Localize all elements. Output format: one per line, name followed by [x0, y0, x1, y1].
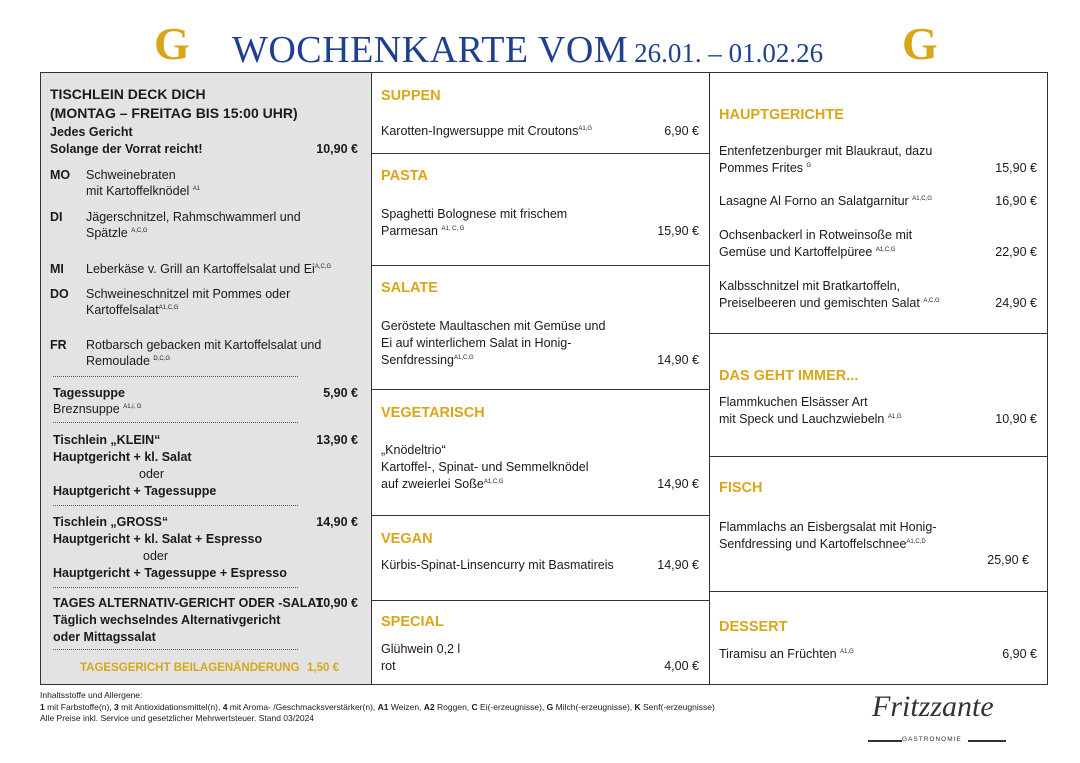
- logo-left: G: [154, 18, 190, 69]
- dish-haupt-3-line2: [719, 244, 896, 260]
- dish-haupt-4-line2: [719, 295, 940, 311]
- tagessuppe-price: 5,90 €: [323, 386, 358, 400]
- dish-price: 15,90 €: [657, 224, 699, 238]
- allergen-sup: A,C,G: [314, 263, 332, 270]
- dish-price: 24,90 €: [995, 296, 1037, 310]
- section-title: HAUPTGERICHTE: [719, 107, 844, 123]
- dish-price: 16,90 €: [995, 194, 1037, 208]
- tagesgericht-price: 10,90 €: [316, 142, 358, 156]
- dish-name: auf zweierlei Soße: [381, 477, 484, 491]
- code: A2: [423, 701, 435, 712]
- day-dish-do: Schweineschnitzel mit Pommes oder: [86, 287, 291, 301]
- dish-price: 15,90 €: [995, 161, 1037, 175]
- dish-dessert: [719, 646, 854, 662]
- dish-salat-line3: [381, 352, 474, 368]
- knife-line-right: [968, 740, 1006, 742]
- dish-price: 14,90 €: [657, 558, 699, 572]
- section-das-geht-immer: [710, 333, 1047, 457]
- dotted-divider: [53, 422, 298, 423]
- day-dish-mo: Schweinebraten: [86, 168, 176, 182]
- dotted-divider: [53, 505, 298, 506]
- allergen-sup: A,C,G: [131, 227, 148, 234]
- allergen-sup: A1,G: [578, 125, 593, 132]
- dish-price: 14,90 €: [657, 477, 699, 491]
- day-label-mi: MI: [50, 262, 64, 276]
- section-title: PASTA: [381, 168, 428, 184]
- allergen-sup: D,C,G: [153, 355, 171, 362]
- tagessuppe-item: [53, 401, 142, 417]
- dish-name: Karotten-Ingwersuppe mit Croutons: [381, 124, 579, 138]
- allergen-sup: A1,C,G: [912, 195, 932, 202]
- dish-price: 14,90 €: [657, 353, 699, 367]
- dish-name: Senfdressing: [381, 353, 454, 367]
- dish-haupt-4-line1: Kalbsschnitzel mit Bratkartoffeln,: [719, 279, 901, 293]
- tagessuppe-title: Tagessuppe: [53, 386, 126, 400]
- day-dish-fr-text: Remoulade: [86, 354, 150, 368]
- dish-price: 6,90 €: [1002, 647, 1037, 661]
- day-dish-mi: [86, 261, 331, 277]
- code: K: [634, 701, 641, 712]
- gross-oder: oder: [143, 549, 169, 563]
- allergen-sup: A1,C,D: [906, 538, 926, 545]
- dish-veg-line3: [381, 476, 504, 492]
- section-vegan: [372, 515, 709, 601]
- allergen-sup: A,C,G: [923, 297, 940, 304]
- section-title: FISCH: [719, 480, 763, 496]
- day-dish-do-text: Kartoffelsalat: [86, 303, 159, 317]
- code-text: Ei(-erzeugnisse),: [477, 701, 547, 712]
- section-title: SALATE: [381, 280, 438, 296]
- tischlein-column: [40, 72, 372, 685]
- dish-price: 25,90 €: [987, 553, 1029, 567]
- section-title: VEGAN: [381, 531, 433, 547]
- dish-pasta-line1: Spaghetti Bolognese mit frischem: [381, 207, 568, 221]
- dish-special-line2: rot: [381, 659, 396, 673]
- tischlein-hours: (MONTAG – FREITAG BIS 15:00 UHR): [50, 105, 298, 121]
- day-dish-di: Jägerschnitzel, Rahmschwammerl und: [86, 210, 301, 224]
- tagessuppe-item-text: Breznsuppe: [53, 402, 120, 416]
- allergen-sup: A1: [192, 185, 201, 192]
- logo-right: G: [902, 18, 938, 69]
- day-dish-mi-text: Leberkäse v. Grill an Kartoffelsalat und Ei: [86, 262, 315, 276]
- day-dish-fr: Rotbarsch gebacken mit Kartoffelsalat und: [86, 338, 322, 352]
- alternativ-line1: Täglich wechselndes Alternativgericht: [53, 613, 281, 627]
- code: G: [546, 701, 554, 712]
- day-dish-di-text: Spätzle: [86, 226, 128, 240]
- day-dish-di-line2: [86, 225, 148, 241]
- day-label-di: DI: [50, 210, 63, 224]
- dish-suppe: [381, 123, 592, 139]
- dish-name: Lasagne Al Forno an Salatgarnitur: [719, 194, 909, 208]
- section-title: SUPPEN: [381, 88, 441, 104]
- tischlein-heading: TISCHLEIN DECK DICH: [50, 86, 206, 102]
- gross-option-2: Hauptgericht + Tagessuppe + Espresso: [53, 566, 287, 580]
- dish-name: Gemüse und Kartoffelpüree: [719, 245, 873, 259]
- alternativ-title: TAGES ALTERNATIV-GERICHT ODER -SALAT: [53, 596, 324, 610]
- allergen-sup: A1,C,G: [483, 478, 504, 485]
- section-hauptgerichte: [710, 73, 1047, 334]
- code-text: Milch(-erzeugnisse),: [553, 701, 635, 712]
- dish-immer-line2: [719, 411, 902, 427]
- dish-name: Tiramisu an Früchten: [719, 647, 837, 661]
- dish-name: Parmesan: [381, 224, 438, 238]
- klein-option-1: Hauptgericht + kl. Salat: [53, 450, 192, 464]
- klein-option-2: Hauptgericht + Tagessuppe: [53, 484, 217, 498]
- day-label-mo: MO: [50, 168, 71, 182]
- dish-haupt-2: [719, 193, 932, 209]
- beilage-price: 1,50 €: [307, 662, 339, 674]
- allergen-sup: G: [806, 162, 812, 169]
- page-title: [232, 28, 823, 72]
- alternativ-price: 10,90 €: [316, 596, 358, 610]
- section-pasta: [372, 153, 709, 266]
- section-salate: [372, 265, 709, 390]
- day-dish-mo-text: mit Kartoffelknödel: [86, 184, 190, 198]
- dish-pasta-line2: [381, 223, 464, 239]
- code-text: mit Antioxidationsmittel(n),: [118, 701, 223, 712]
- jedes-gericht: Jedes Gericht: [50, 125, 133, 139]
- dish-vegan: Kürbis-Spinat-Linsencurry mit Basmatireis: [381, 558, 614, 572]
- day-label-fr: FR: [50, 338, 67, 352]
- klein-price: 13,90 €: [316, 433, 358, 447]
- section-fisch: [710, 456, 1047, 592]
- code-text: Weizen,: [388, 701, 424, 712]
- section-dessert: [710, 591, 1047, 686]
- allergen-sup: A1,i, G: [123, 403, 142, 410]
- dotted-divider: [53, 376, 298, 377]
- brand-logo: [864, 690, 1014, 750]
- title-main: WOCHENKARTE VOM: [232, 29, 629, 71]
- dish-price: 10,90 €: [995, 412, 1037, 426]
- dish-name: Senfdressing und Kartoffelschnee: [719, 537, 907, 551]
- klein-title: Tischlein „KLEIN“: [53, 433, 161, 447]
- code-text: Senf(-erzeugnisse): [640, 701, 715, 712]
- gross-title: Tischlein „GROSS“: [53, 515, 169, 529]
- dish-haupt-3-line1: Ochsenbackerl in Rotweinsoße mit: [719, 228, 913, 242]
- allergen-sup: A1,G: [887, 413, 902, 420]
- gross-price: 14,90 €: [316, 515, 358, 529]
- menu-column-middle: [371, 72, 710, 685]
- dish-salat-line1: Geröstete Maultaschen mit Gemüse und: [381, 319, 606, 333]
- day-dish-do-line2: [86, 302, 178, 318]
- dish-price: 22,90 €: [995, 245, 1037, 259]
- brand-script: Fritzzante: [872, 690, 994, 723]
- menu-column-right: [709, 72, 1048, 685]
- allergen-sup: A1,G: [840, 648, 854, 655]
- section-suppen: [372, 73, 709, 154]
- code: C: [471, 701, 478, 712]
- dotted-divider: [53, 649, 298, 650]
- section-title: DESSERT: [719, 619, 788, 635]
- gross-option-1: Hauptgericht + kl. Salat + Espresso: [53, 532, 263, 546]
- brand-sub: GASTRONOMIE: [902, 736, 962, 743]
- code: A1: [377, 701, 389, 712]
- vorrat-note: Solange der Vorrat reicht!: [50, 142, 203, 156]
- klein-oder: oder: [139, 467, 165, 481]
- day-dish-fr-line2: [86, 353, 170, 369]
- dish-price: 6,90 €: [664, 124, 699, 138]
- beilage-label: TAGESGERICHT BEILAGENÄNDERUNG: [80, 662, 300, 674]
- section-special: [372, 600, 709, 686]
- footer-line-3: Alle Preise inkl. Service und gesetzlicher Mehrwertsteuer. Stand 03/2024: [40, 713, 315, 723]
- dish-name: Preiselbeeren und gemischten Salat: [719, 296, 920, 310]
- dish-special-line1: Glühwein 0,2 l: [381, 642, 461, 656]
- dish-name: Pommes Frites: [719, 161, 804, 175]
- section-title: SPECIAL: [381, 614, 444, 630]
- allergen-sup: A1,C,G: [158, 304, 179, 311]
- footer-line-1: Inhaltsstoffe und Allergene:: [40, 690, 143, 700]
- code-text: mit Farbstoffe(n),: [44, 701, 115, 712]
- dish-name: mit Speck und Lauchzwiebeln: [719, 412, 885, 426]
- dish-price: 4,00 €: [664, 659, 699, 673]
- dish-salat-line2: Ei auf winterlichem Salat in Honig-: [381, 336, 572, 350]
- dotted-divider: [53, 587, 298, 588]
- dish-immer-line1: Flammkuchen Elsässer Art: [719, 395, 868, 409]
- dish-veg-line1: „Knödeltrio“: [381, 443, 446, 457]
- section-title: DAS GEHT IMMER...: [719, 368, 859, 384]
- dish-fisch-line2: [719, 536, 926, 552]
- allergen-sup: A1,C,G: [875, 246, 896, 253]
- knife-line-left: [868, 740, 902, 742]
- section-vegetarisch: [372, 389, 709, 516]
- dish-veg-line2: Kartoffel-, Spinat- und Semmelknödel: [381, 460, 589, 474]
- day-label-do: DO: [50, 287, 69, 301]
- code-text: Roggen,: [434, 701, 472, 712]
- day-dish-mo-line2: [86, 183, 200, 199]
- allergen-sup: A1,C,G: [453, 354, 474, 361]
- code: 1: [40, 701, 45, 712]
- dish-haupt-1-line2: [719, 160, 811, 176]
- code: 3: [114, 701, 119, 712]
- page-header: [0, 20, 1080, 70]
- code-text: mit Aroma- /Geschmacksverstärker(n),: [227, 701, 378, 712]
- footer-line-2: [40, 702, 715, 714]
- dish-fisch-line1: Flammlachs an Eisbergsalat mit Honig-: [719, 520, 937, 534]
- title-dates: 26.01. – 01.02.26: [634, 38, 824, 68]
- section-title: VEGETARISCH: [381, 405, 485, 421]
- alternativ-line2: oder Mittagssalat: [53, 630, 156, 644]
- allergen-footer: [40, 690, 715, 725]
- dish-haupt-1-line1: Entenfetzenburger mit Blaukraut, dazu: [719, 144, 933, 158]
- code: 4: [222, 701, 228, 712]
- allergen-sup: A1, C, G: [441, 225, 465, 232]
